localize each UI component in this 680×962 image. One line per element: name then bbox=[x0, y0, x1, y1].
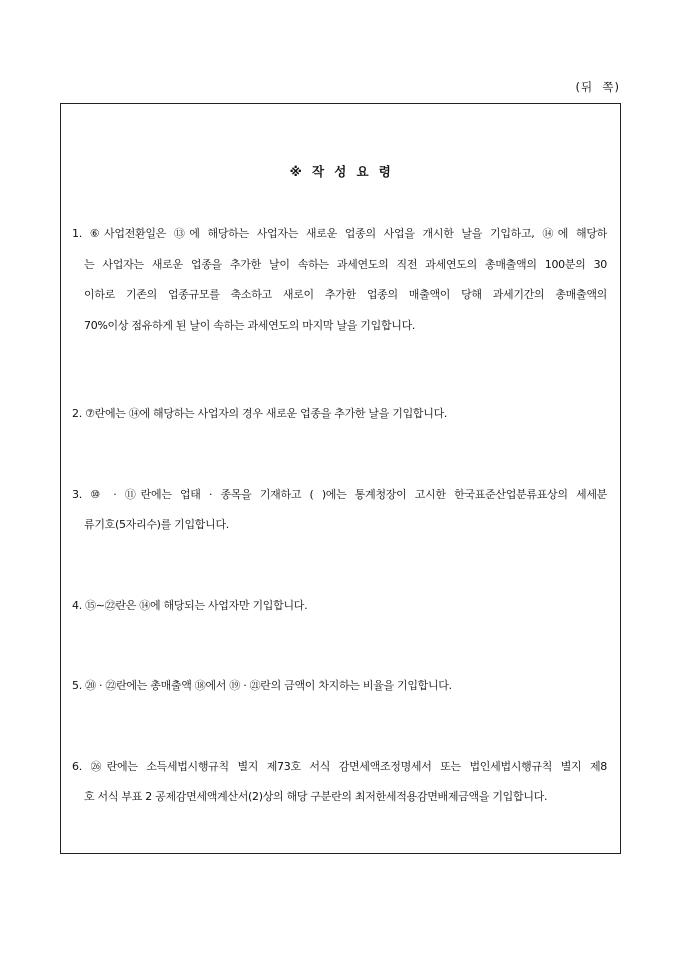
instruction-item-5 bbox=[72, 671, 607, 702]
section-title: ※ 작 성 요 령 bbox=[289, 164, 392, 179]
instruction-line: 는 사업자는 새로운 업종을 추가한 날이 속하는 과세연도의 직전 과세연도의 총매출액의 100분의 30 bbox=[84, 257, 607, 271]
instructions-box bbox=[60, 103, 621, 854]
instruction-line: 3. ⑩ · ⑪란에는 업태 · 종목을 기재하고 ( )에는 통계청장이 고시한 한국표준산업분류표상의 세세분 bbox=[72, 487, 607, 501]
instruction-list bbox=[72, 219, 607, 813]
instruction-item-4 bbox=[72, 591, 607, 622]
instruction-line: 70%이상 점유하게 된 날이 속하는 과세연도의 마지막 날을 기입합니다. bbox=[84, 318, 416, 332]
instruction-line: 호 서식 부표 2 공제감면세액계산서(2)상의 해당 구분란의 최저한세적용감면배제금액을 기입합니다. bbox=[84, 790, 548, 803]
page-side-label: (뒤 쪽) bbox=[575, 80, 620, 94]
instruction-item-6 bbox=[72, 752, 607, 813]
instruction-line: 류기호(5자리수)를 기입합니다. bbox=[84, 518, 229, 531]
instruction-line: 5. ⑳ · ㉒란에는 총매출액 ⑱에서 ⑲ · ㉑란의 금액이 차지하는 비율을 기입합니다. bbox=[72, 679, 452, 692]
instruction-line: 2. ⑦란에는 ⑭에 해당하는 사업자의 경우 새로운 업종을 추가한 날을 기입합니다. bbox=[72, 407, 448, 420]
instruction-item-2 bbox=[72, 399, 607, 430]
instruction-line: 4. ⑮∼㉒란은 ⑭에 해당되는 사업자만 기입합니다. bbox=[72, 598, 308, 612]
instruction-line: 이하로 기존의 업종규모를 축소하고 새로이 추가한 업종의 매출액이 당해 과세기간의 총매출액의 bbox=[84, 288, 607, 301]
instruction-line: 6. ㉖란에는 소득세법시행규칙 별지 제73호 서식 감면세액조정명세서 또는 법인세법시행규칙 별지 제8 bbox=[72, 759, 607, 773]
instruction-item-1 bbox=[72, 219, 607, 341]
instruction-item-3 bbox=[72, 480, 607, 541]
instruction-line: 1. ⑥사업전환일은 ⑬에 해당하는 사업자는 새로운 업종의 사업을 개시한 날을 기입하고, ⑭에 해당하 bbox=[72, 227, 607, 240]
